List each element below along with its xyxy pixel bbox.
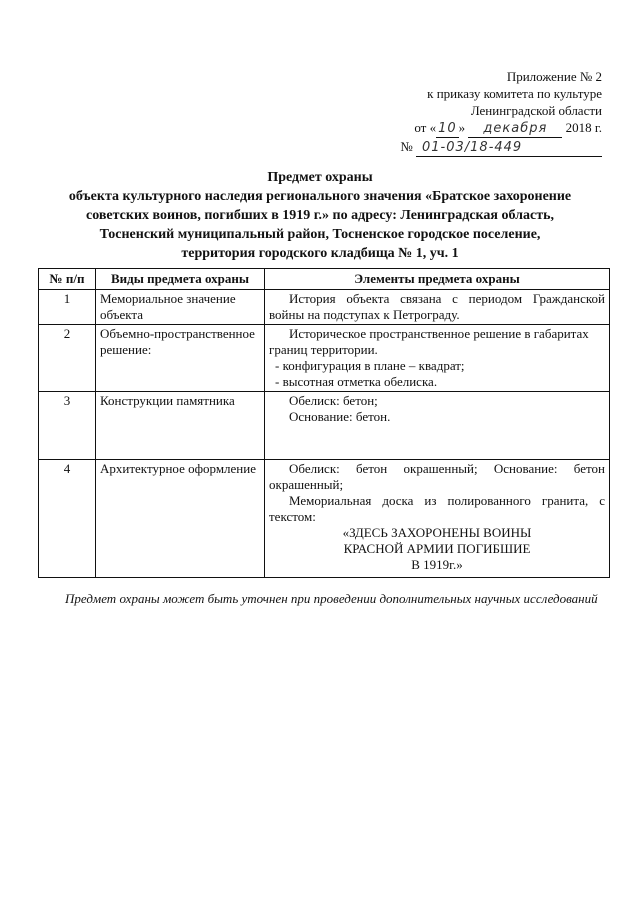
appendix-order-number: № 01-03/18-449 <box>400 138 602 157</box>
footnote: Предмет охраны может быть уточнен при проведении дополнительных научных исследований <box>65 591 598 606</box>
row-elements: Историческое пространственное решение в габаритах границ территории. - конфигурация в плане – квадрат; - высотная отметка обелиска. <box>265 325 610 392</box>
appendix-date: от « 10 » декабря 2018 г. <box>414 120 602 136</box>
table-row <box>39 460 610 578</box>
row-elements: Обелиск: бетон окрашенный; Основание: бетон окрашенный; Мемориальная доска из полированного гранита, с текстом: «ЗДЕСЬ ЗАХОРОНЕНЫ ВОИНЫ КРАСНОЙ АРМИИ ПОГИБШИЕ В 1919г.» <box>265 460 610 578</box>
row-num: 1 <box>39 290 96 325</box>
appendix-number: Приложение № 2 <box>506 69 602 84</box>
handwritten-month: декабря <box>468 120 562 138</box>
handwritten-day: 10 <box>438 121 457 136</box>
row-num: 2 <box>39 325 96 392</box>
row-type: Конструкции памятника <box>96 392 265 460</box>
header-num: № п/п <box>39 269 96 290</box>
row-num: 4 <box>39 460 96 578</box>
row-type: Архитектурное оформление <box>96 460 265 578</box>
row-type: Объемно-пространственное решение: <box>96 325 265 392</box>
table-header-row <box>39 269 610 290</box>
handwritten-number: 01-03/18-449 <box>416 139 602 157</box>
row-type: Мемориальное значение объекта <box>96 290 265 325</box>
row-elements: История объекта связана с периодом Гражданской войны на подступах к Петрограду. <box>265 290 610 325</box>
table-row <box>39 290 610 325</box>
table-row <box>39 325 610 392</box>
table-row <box>39 392 610 460</box>
header-elements: Элементы предмета охраны <box>265 269 610 290</box>
row-elements: Обелиск: бетон; Основание: бетон. <box>265 392 610 460</box>
document-title: Предмет охраны объекта культурного наследия регионального значения «Братское захоронение советских воинов, погибших в 1919 г.» по адресу: Ленинградская область, Тосненский муниципальный район, Тосненское городское поселение, территория городского кладбища № 1, уч. 1 <box>68 170 572 261</box>
appendix-region: Ленинградской области <box>470 103 602 118</box>
appendix-order-ref: к приказу комитета по культуре <box>427 86 602 101</box>
protection-subject-table <box>38 268 610 578</box>
header-type: Виды предмета охраны <box>96 269 265 290</box>
plaque-text: «ЗДЕСЬ ЗАХОРОНЕНЫ ВОИНЫ <box>342 525 532 540</box>
row-num: 3 <box>39 392 96 460</box>
appendix-header <box>400 68 602 157</box>
